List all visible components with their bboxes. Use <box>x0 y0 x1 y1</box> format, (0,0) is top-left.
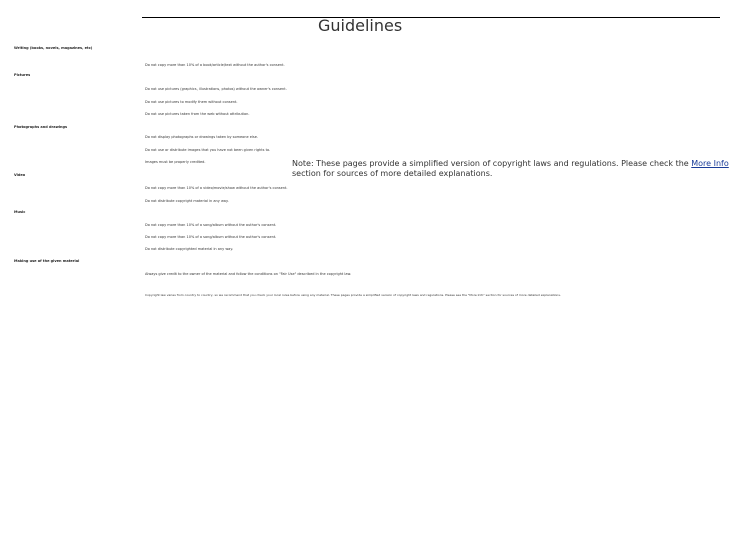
photos-item-2: Do not use or distribute images that you have not been given rights to. <box>145 148 271 152</box>
music-item-1: Do not copy more than 10% of a song/album without the author's consent. <box>145 223 277 227</box>
note-text-continued: section for sources of more detailed explanations. <box>292 169 493 178</box>
more-info-link[interactable]: More Info <box>691 159 729 168</box>
video-item-1: Do not copy more than 10% of a video/movie/show without the author's consent. <box>145 186 288 190</box>
header-rule <box>142 17 720 18</box>
photos-item-1: Do not display photographs or drawings taken by someone else. <box>145 135 258 139</box>
section-rights: Making use of the given material <box>14 259 80 263</box>
section-pictures: Pictures <box>14 73 31 77</box>
pictures-item-1: Do not use pictures (graphics, illustrations, photos) without the owner's consent. <box>145 87 287 91</box>
rights-item-1: Always give credit to the owner of the material and follow the conditions on "Fair Use" described in the copyright law. <box>145 272 352 276</box>
photos-item-3: Images must be properly credited. <box>145 160 206 164</box>
rights-item-2: Copyright law varies from country to country, so we recommend that you check your local rules before using any material. These pages provide a simplified version of copyright laws and regulations. Please see the "More Info" section for sources of more detailed explanations. <box>145 293 561 297</box>
pictures-item-2: Do not use pictures to modify them without consent. <box>145 100 238 104</box>
note-text: Note: These pages provide a simplified version of copyright laws and regulations. Please check the <box>292 159 692 168</box>
copyright-note <box>292 159 732 179</box>
section-video: Video <box>14 173 26 177</box>
video-item-2: Do not distribute copyright material in any way. <box>145 199 229 203</box>
section-photos: Photographs and drawings <box>14 125 68 129</box>
section-writing: Writing (books, novels, magazines, etc) <box>14 46 93 50</box>
music-item-2: Do not copy more than 10% of a song/album without the author's consent. <box>145 235 277 239</box>
pictures-item-3: Do not use pictures taken from the web without attribution. <box>145 112 250 116</box>
section-music: Music <box>14 210 26 214</box>
page-title: Guidelines <box>318 16 403 35</box>
music-item-3: Do not distribute copyrighted material in any way. <box>145 247 234 251</box>
writing-item-1: Do not copy more than 10% of a book/article/text without the author's consent. <box>145 63 285 67</box>
